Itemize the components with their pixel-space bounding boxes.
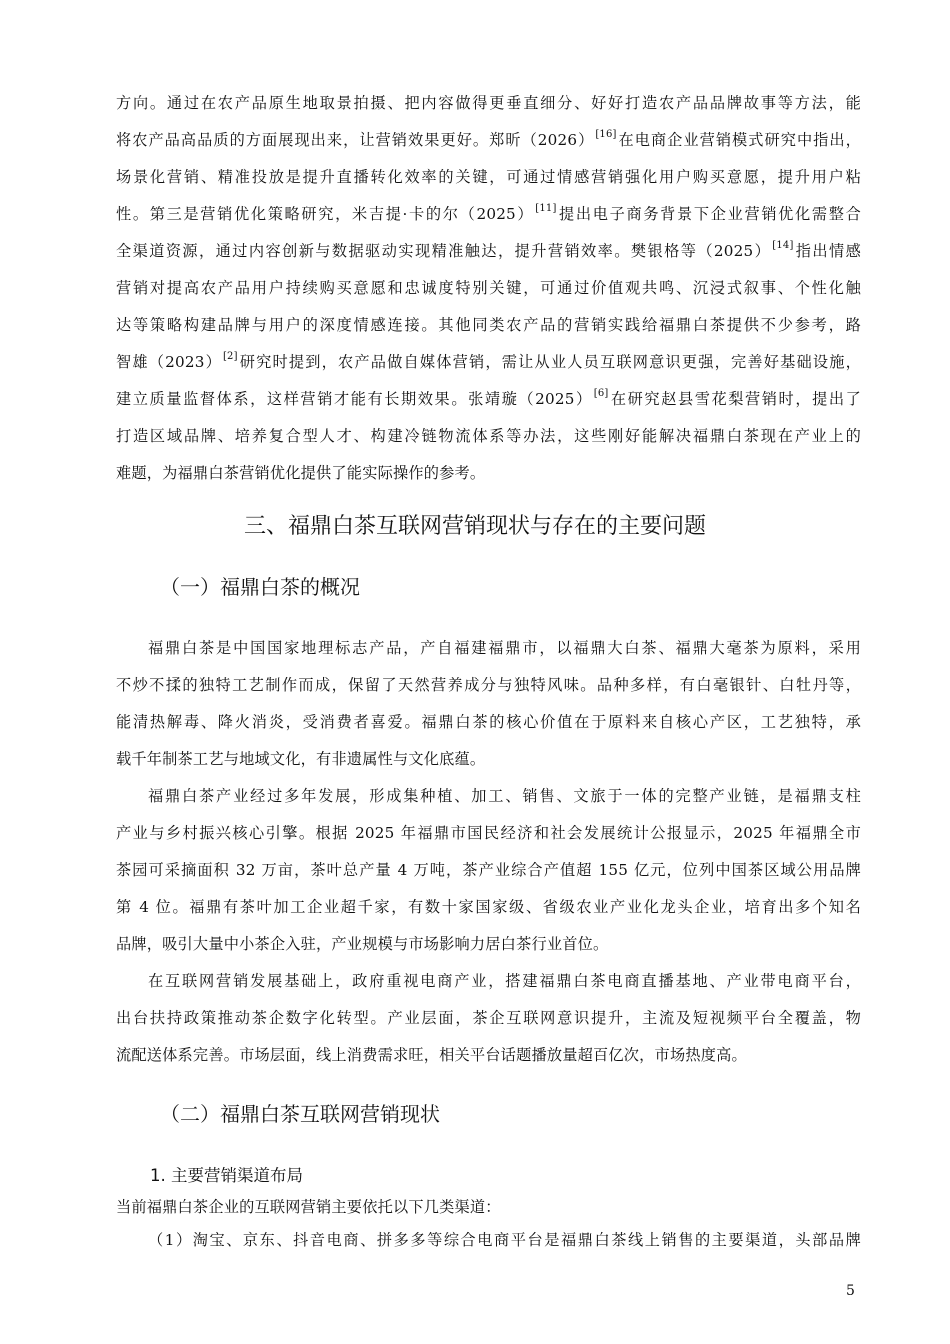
body-text-line: 方向。通过在农产品原生地取景拍摄、把内容做得更垂直细分、好好打造农产品品牌故事等方法，能 <box>116 94 861 112</box>
body-text-line <box>116 241 861 261</box>
body-text-line: 当前福鼎白茶企业的互联网营销主要依托以下几类渠道： <box>116 1198 501 1216</box>
text-segment: 在研究赵县雪花梨营销时，提出了 <box>609 390 862 408</box>
body-text-line: 不炒不揉的独特工艺制作而成，保留了天然营养成分与独特风味。品种多样，有白毫银针、白牡丹等， <box>116 676 861 694</box>
citation-mark: [2] <box>222 351 238 362</box>
body-text-line <box>116 389 861 409</box>
text-segment: 在电商企业营销模式研究中指出， <box>617 131 862 149</box>
body-text-line <box>116 1230 861 1250</box>
citation-mark: [11] <box>535 203 557 214</box>
citation-mark: [16] <box>595 129 617 140</box>
body-text-line: 能清热解毒、降火消炎，受消费者喜爱。福鼎白茶的核心价值在于原料来自核心产区，工艺独特，承 <box>116 713 861 731</box>
body-text-line: 产业与乡村振兴核心引擎。根据 2025 年福鼎市国民经济和社会发展统计公报显示，2025 年福鼎全市 <box>116 824 861 842</box>
subsection-heading: （二）福鼎白茶互联网营销现状 <box>160 1102 440 1126</box>
body-text-line: 载千年制茶工艺与地域文化，有非遗属性与文化底蕴。 <box>116 750 486 768</box>
body-text-line: 场景化营销、精准投放是提升直播转化效率的关键，可通过情感营销强化用户购买意愿，提升用户粘 <box>116 168 861 186</box>
body-text-line: 营销对提高农产品用户持续购买意愿和忠诚度特别关键，可通过价值观共鸣、沉浸式叙事、个性化触 <box>116 279 861 297</box>
body-text-line: 第 4 位。福鼎有茶叶加工企业超千家，有数十家国家级、省级农业产业化龙头企业，培育出多个知名 <box>116 898 861 916</box>
body-text-line <box>116 971 861 991</box>
subsection-heading: （一）福鼎白茶的概况 <box>160 575 360 599</box>
body-text-line: 茶园可采摘面积 32 万亩，茶叶总产量 4 万吨，茶产业综合产值超 155 亿元，位列中国茶区域公用品牌 <box>116 861 861 879</box>
text-segment: 智雄（2023） <box>116 353 222 371</box>
citation-mark: [14] <box>772 240 794 251</box>
text-segment: 福鼎白茶产业经过多年发展，形成集种植、加工、销售、文旅于一体的完整产业链，是福鼎支柱 <box>148 787 861 805</box>
body-text-line: 流配送体系完善。市场层面，线上消费需求旺，相关平台话题播放量超百亿次，市场热度高。 <box>116 1046 747 1064</box>
text-segment: （1）淘宝、京东、抖音电商、拼多多等综合电商平台是福鼎白茶线上销售的主要渠道，头部品牌 <box>148 1231 861 1249</box>
text-segment: 将农产品高品质的方面展现出来，让营销效果更好。郑昕（2026） <box>116 131 595 149</box>
citation-mark: [6] <box>593 388 609 399</box>
body-text-line <box>116 786 861 806</box>
text-segment: 建立质量监督体系，这样营销才能有长期效果。张靖璇（2025） <box>116 390 593 408</box>
body-text-line <box>116 204 861 224</box>
text-segment: 全渠道资源，通过内容创新与数据驱动实现精准触达，提升营销效率。樊银格等（2025） <box>116 242 772 260</box>
body-text-line: 出台扶持政策推动茶企数字化转型。产业层面，茶企互联网意识提升，主流及短视频平台全覆盖，物 <box>116 1009 861 1027</box>
body-text-line <box>116 638 861 658</box>
body-text-line: 打造区域品牌、培养复合型人才、构建冷链物流体系等办法，这些刚好能解决福鼎白茶现在产业上的 <box>116 427 861 445</box>
text-segment: 性。第三是营销优化策略研究，米吉提·卡的尔（2025） <box>116 205 535 223</box>
text-segment: 指出情感 <box>794 242 861 260</box>
body-text-line: 达等策略构建品牌与用户的深度情感连接。其他同类农产品的营销实践给福鼎白茶提供不少参考，路 <box>116 316 861 334</box>
page-number: 5 <box>846 1283 855 1299</box>
text-segment: 研究时提到，农产品做自媒体营销，需让从业人员互联网意识更强，完善好基础设施， <box>238 353 861 371</box>
section-heading: 三、福鼎白茶互联网营销现状与存在的主要问题 <box>243 514 706 539</box>
body-text-line <box>116 352 861 372</box>
text-segment: 福鼎白茶是中国国家地理标志产品，产自福建福鼎市，以福鼎大白茶、福鼎大毫茶为原料，采用 <box>148 639 861 657</box>
body-text-line <box>116 130 861 150</box>
subsubsection-heading: 1. 主要营销渠道布局 <box>150 1166 303 1185</box>
body-text-line: 品牌，吸引大量中小茶企入驻，产业规模与市场影响力居白茶行业首位。 <box>116 935 609 953</box>
text-segment: 提出电子商务背景下企业营销优化需整合 <box>557 205 861 223</box>
body-text-line: 难题，为福鼎白茶营销优化提供了能实际操作的参考。 <box>116 464 486 482</box>
text-segment: 在互联网营销发展基础上，政府重视电商产业，搭建福鼎白茶电商直播基地、产业带电商平台， <box>148 972 861 990</box>
